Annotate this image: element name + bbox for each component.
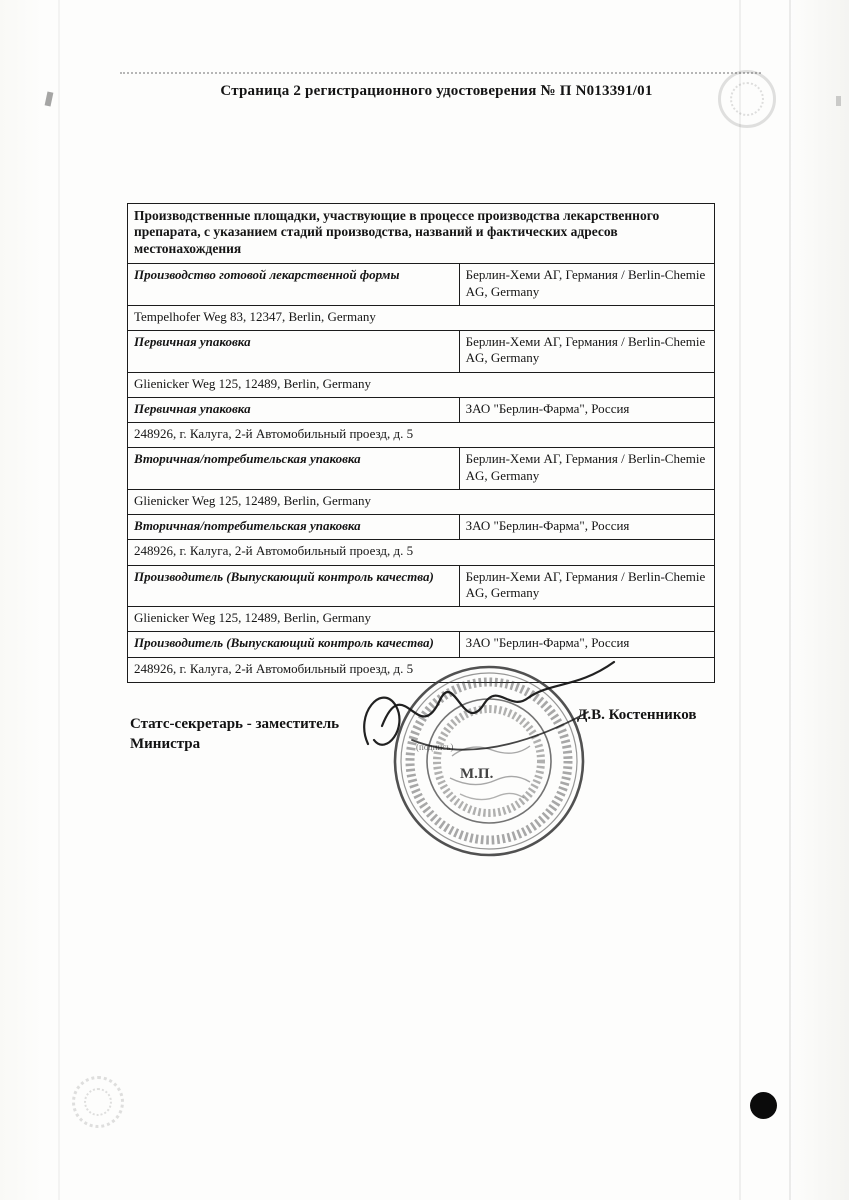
address-cell: Glienicker Weg 125, 12489, Berlin, Germany [128, 489, 715, 514]
table-title: Производственные площадки, участвующие в процессе производства лекарственного препарата, с указанием стадий производства, названий и фактических адресов местонахождения [128, 204, 715, 264]
stage-cell: Производитель (Выпускающий контроль качества) [128, 565, 460, 607]
punch-hole-dot [750, 1092, 777, 1119]
scan-artifact-smudge [84, 1088, 112, 1116]
stage-cell: Производитель (Выпускающий контроль качества) [128, 632, 460, 657]
address-cell: Glienicker Weg 125, 12489, Berlin, Germany [128, 607, 715, 632]
production-table [127, 203, 715, 683]
stage-cell: Вторичная/потребительская упаковка [128, 515, 460, 540]
address-cell: Glienicker Weg 125, 12489, Berlin, Germany [128, 372, 715, 397]
manufacturer-cell: ЗАО "Берлин-Фарма", Россия [459, 632, 714, 657]
table-row [128, 607, 715, 632]
address-cell: 248926, г. Калуга, 2-й Автомобильный проезд, д. 5 [128, 540, 715, 565]
stamp-mp-text: М.П. [460, 766, 494, 782]
manufacturer-cell: Берлин-Хеми АГ, Германия / Berlin-Chemie AG, Germany [459, 565, 714, 607]
signature-scribble [352, 648, 622, 778]
table-title-row [128, 204, 715, 264]
table-row [128, 515, 715, 540]
table-row [128, 448, 715, 490]
table-row [128, 565, 715, 607]
table-row [128, 423, 715, 448]
table-row [128, 397, 715, 422]
manufacturer-cell: Берлин-Хеми АГ, Германия / Berlin-Chemie AG, Germany [459, 331, 714, 373]
stamp-caption: (подпись) [416, 742, 454, 752]
table-row [128, 331, 715, 373]
manufacturer-cell: ЗАО "Берлин-Фарма", Россия [459, 515, 714, 540]
table-row [128, 540, 715, 565]
address-cell: 248926, г. Калуга, 2-й Автомобильный проезд, д. 5 [128, 423, 715, 448]
scan-artifact-line [789, 0, 791, 1200]
address-cell: Tempelhofer Weg 83, 12347, Berlin, Germany [128, 305, 715, 330]
table-row [128, 264, 715, 306]
production-table-body [128, 264, 715, 683]
scan-artifact-dotted-line [120, 72, 761, 74]
stage-cell: Производство готовой лекарственной формы [128, 264, 460, 306]
scan-artifact-line [58, 0, 60, 1200]
page-header: Страница 2 регистрационного удостоверения № П N013391/01 [220, 83, 653, 99]
manufacturer-cell: Берлин-Хеми АГ, Германия / Berlin-Chemie AG, Germany [459, 264, 714, 306]
table-row [128, 372, 715, 397]
stage-cell: Первичная упаковка [128, 331, 460, 373]
signatory-title: Статс-секретарь - заместитель Министра [130, 716, 340, 753]
manufacturer-cell: ЗАО "Берлин-Фарма", Россия [459, 397, 714, 422]
table-row [128, 305, 715, 330]
table-row [128, 489, 715, 514]
address-cell: 248926, г. Калуга, 2-й Автомобильный проезд, д. 5 [128, 657, 715, 682]
stage-cell: Первичная упаковка [128, 397, 460, 422]
scan-artifact-line [739, 0, 741, 1200]
manufacturer-cell: Берлин-Хеми АГ, Германия / Berlin-Chemie AG, Germany [459, 448, 714, 490]
signatory-name: Д.В. Костенников [577, 707, 697, 723]
stage-cell: Вторичная/потребительская упаковка [128, 448, 460, 490]
